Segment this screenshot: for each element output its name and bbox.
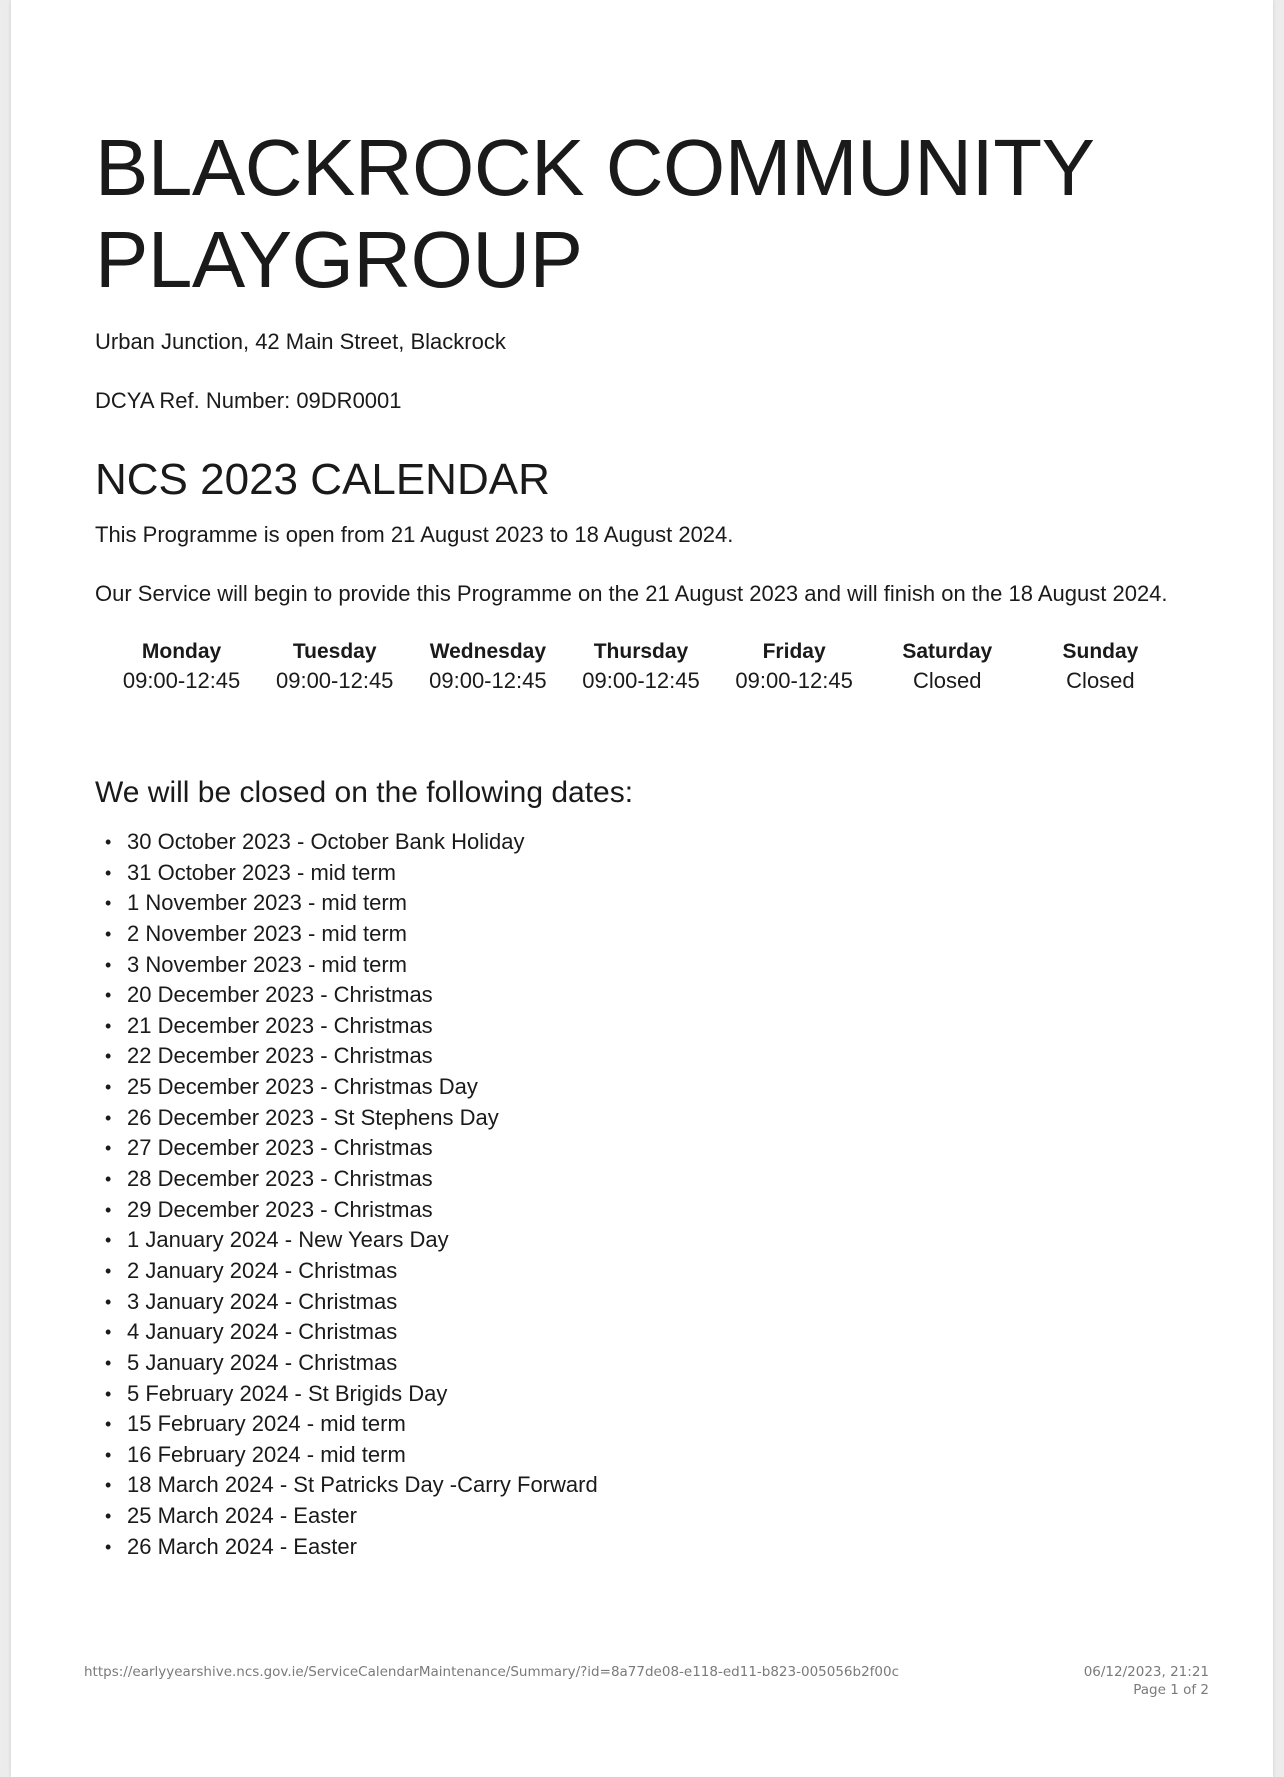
programme-open-text: This Programme is open from 21 August 2023 to 18 August 2024. (95, 522, 734, 547)
closure-text: 5 January 2024 - Christmas (127, 1349, 398, 1375)
day-hours: 09:00-12:45 (122, 668, 241, 693)
closure-item (95, 1379, 598, 1410)
closure-text: 26 March 2024 - Easter (127, 1533, 357, 1559)
document-page (11, 0, 1273, 1777)
bullet-icon: • (105, 1169, 112, 1190)
closure-item (95, 1532, 598, 1563)
footer-page-info (1084, 1663, 1209, 1699)
closure-text: 4 January 2024 - Christmas (127, 1319, 398, 1345)
hours-column-wednesday (411, 638, 564, 696)
closure-text: 21 December 2023 - Christmas (127, 1012, 433, 1038)
closure-text: 31 October 2023 - mid term (127, 859, 397, 885)
day-name: Thursday (593, 640, 689, 663)
closure-text: 15 February 2024 - mid term (127, 1411, 406, 1437)
closure-item (95, 1072, 598, 1103)
bullet-icon: • (105, 1291, 112, 1312)
closure-item (95, 888, 598, 919)
calendar-title: NCS 2023 CALENDAR (95, 455, 550, 504)
bullet-icon: • (105, 1414, 112, 1435)
bullet-icon: • (105, 1475, 112, 1496)
bullet-icon: • (105, 832, 112, 852)
bullet-icon: • (105, 1352, 112, 1373)
closure-item (95, 919, 598, 950)
closure-item (95, 1041, 598, 1072)
bullet-icon: • (105, 1015, 112, 1036)
bullet-icon: • (105, 1260, 112, 1281)
hours-column-friday (718, 638, 871, 696)
closure-text: 2 January 2024 - Christmas (127, 1257, 398, 1283)
organisation-title: BLACKROCK COMMUNITY PLAYGROUP (95, 123, 1094, 304)
bullet-icon: • (105, 1506, 112, 1527)
closure-item (95, 1256, 598, 1287)
closure-item (95, 1133, 598, 1164)
day-hours: 09:00-12:45 (735, 668, 853, 693)
closure-text: 1 November 2023 - mid term (127, 890, 407, 916)
day-hours: Closed (1066, 668, 1135, 693)
closures-list (95, 827, 598, 1562)
bullet-icon: • (105, 893, 112, 914)
bullet-icon: • (105, 1138, 112, 1159)
hours-column-thursday (564, 638, 717, 696)
bullet-icon: • (105, 923, 112, 944)
bullet-icon: • (105, 1322, 112, 1343)
closure-item (95, 1195, 598, 1226)
closure-text: 20 December 2023 - Christmas (127, 982, 433, 1008)
closure-text: 28 December 2023 - Christmas (127, 1166, 433, 1192)
bullet-icon: • (105, 1107, 112, 1128)
hours-column-monday (105, 638, 258, 696)
closure-text: 22 December 2023 - Christmas (127, 1043, 433, 1069)
day-hours: Closed (913, 668, 982, 693)
day-name: Friday (762, 640, 826, 663)
closure-item (95, 1470, 598, 1501)
closure-item (95, 1348, 598, 1379)
bullet-icon: • (105, 1444, 112, 1465)
closure-item (95, 950, 598, 981)
closure-text: 16 February 2024 - mid term (127, 1441, 406, 1467)
closure-item (95, 1164, 598, 1195)
footer-datetime: 06/12/2023, 21:21 (1083, 1664, 1209, 1680)
day-hours: 09:00-12:45 (275, 668, 394, 693)
closure-text: 25 March 2024 - Easter (127, 1503, 357, 1529)
closure-text: 25 December 2023 - Christmas Day (127, 1074, 478, 1100)
footer-page-number: Page 1 of 2 (1133, 1682, 1209, 1698)
closure-text: 18 March 2024 - St Patricks Day -Carry Forward (127, 1472, 598, 1498)
closure-item (95, 980, 598, 1011)
closure-item (95, 1287, 598, 1318)
day-name: Monday (141, 640, 222, 663)
day-hours: 09:00-12:45 (429, 668, 547, 693)
closure-item (95, 1225, 598, 1256)
closure-text: 5 February 2024 - St Brigids Day (127, 1380, 448, 1406)
bullet-icon: • (105, 1383, 112, 1404)
bullet-icon: • (105, 985, 112, 1006)
dcya-reference: DCYA Ref. Number: 09DR0001 (95, 388, 402, 413)
closure-text: 3 November 2023 - mid term (127, 951, 407, 977)
closure-item (95, 1501, 598, 1532)
day-name: Saturday (902, 640, 993, 663)
closure-text: 30 October 2023 - October Bank Holiday (127, 829, 525, 854)
opening-hours-table (105, 638, 1177, 696)
bullet-icon: • (105, 1199, 112, 1220)
bullet-icon: • (105, 954, 112, 975)
closure-text: 27 December 2023 - Christmas (127, 1135, 433, 1161)
closure-item (95, 1440, 598, 1471)
bullet-icon: • (105, 1077, 112, 1098)
day-hours: 09:00-12:45 (582, 668, 700, 693)
closure-text: 26 December 2023 - St Stephens Day (127, 1104, 499, 1130)
bullet-icon: • (105, 1536, 112, 1557)
closure-text: 1 January 2024 - New Years Day (127, 1227, 449, 1253)
hours-column-sunday (1024, 638, 1177, 696)
hours-column-saturday (871, 638, 1024, 696)
address: Urban Junction, 42 Main Street, Blackrock (95, 329, 506, 354)
closure-item (95, 858, 598, 889)
service-dates-text: Our Service will begin to provide this Programme on the 21 August 2023 and will finish on the 18 August 2024. (95, 581, 1168, 606)
bullet-icon: • (105, 1230, 112, 1251)
closures-heading: We will be closed on the following dates: (95, 776, 634, 809)
day-name: Tuesday (292, 640, 377, 663)
day-name: Sunday (1062, 640, 1139, 663)
day-name: Wednesday (429, 640, 547, 663)
closure-item (95, 1103, 598, 1134)
closure-item (95, 827, 598, 858)
bullet-icon: • (105, 862, 112, 883)
closure-text: 29 December 2023 - Christmas (127, 1196, 433, 1222)
closure-item (95, 1011, 598, 1042)
closure-text: 3 January 2024 - Christmas (127, 1288, 398, 1314)
closure-text: 2 November 2023 - mid term (127, 920, 407, 946)
closure-item (95, 1409, 598, 1440)
bullet-icon: • (105, 1046, 112, 1067)
hours-column-tuesday (258, 638, 411, 696)
closure-item (95, 1317, 598, 1348)
footer-url: https://earlyyearshive.ncs.gov.ie/ServiceCalendarMaintenance/Summary/?id=8a77de08-e118-ed11-b823-005056b2f00c (84, 1664, 900, 1680)
